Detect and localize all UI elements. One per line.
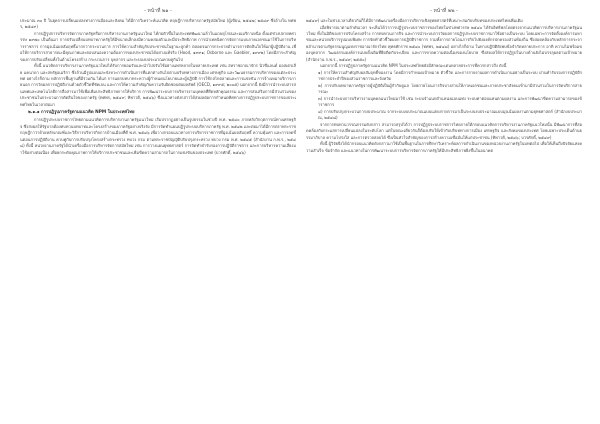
list-item: ๓) การนำระบบการบริหารงานบุคคลแนวใหม่มาใช้ เช่น ระบบจำแนกตำแหน่งแบบแท่ง ระบบค่าตอบแทนตามผลงาน และการพัฒนาขีดความสามารถของข้าราชการ: [318, 95, 582, 108]
list-item: ๔) การปรับปรุงกระบวนการงบประมาณ จากระบบงบประมาณแบบแสดงรายการมาเป็นระบบงบประมาณแบบมุ่งเน้นผลงานตามยุทธศาสตร์ (สำนักงบประมาณ, ๒๕๔๘): [318, 108, 582, 121]
page-body: [20, 18, 296, 156]
paragraph: ประมาณ ๓๐ ปี ในยุคการเปลี่ยนแปลงทางการเมืองและสังคม ได้มีการวิเคราะห์แนวคิด ทฤษฎีการบริหารภาครัฐสมัยใหม่ (ผู้เขียน, ๒๕๔๗; ๒๕๔๙ ซึ่งอ้างใน ทศพร, ๒๕๔๙): [20, 18, 296, 30]
page-number: - หน้าที่ ๒๑ -: [144, 8, 172, 14]
paragraph: จากการทบทวนวรรณกรรมดังกล่าว สามารถสรุปได้ว่า การปฏิรูประบบราชการไทยภายใต้กรอบแนวคิดการบริหารงานภาครัฐแนวใหม่นั้น มีพัฒนาการที่สอดคล้องกับกระแสการเปลี่ยนแปลงในระดับโลก แต่ในขณะเดียวกันก็ต้องปรับให้เข้ากับบริบททางการเมือง เศรษฐกิจ และสังคมของประเทศ โดยเฉพาะประเด็นด้านธรรมาภิบาล ความโปร่งใส และการตรวจสอบได้ ซึ่งเป็นหัวใจสำคัญของการสร้างความเชื่อมั่นให้แก่ประชาชน (ทิพาวดี, ๒๕๔๖; บวรศักดิ์, ๒๕๔๙): [306, 121, 582, 140]
paragraph: เมื่อพิจารณาตามลำดับเวลา จะเห็นได้ว่าการปฏิรูประบบราชการของไทยในช่วงทศวรรษ ๒๕๔๐ ได้รับอิทธิพลโดยตรงจากแนวคิดการบริหารงานภาครัฐแนวใหม่ ทั้งในมิติของการปรับโครงสร้าง การทบทวนภารกิจ และการนำระบบการวัดผลการปฏิรูประบบราชการมาใช้อย่างเป็นระบบ โดยเฉพาะการจัดตั้งองค์การมหาชนและหน่วยบริการรูปแบบพิเศษ การจัดทำตัวชี้วัดผลการปฏิบัติราชการ รวมทั้งการถ่ายโอนภารกิจไปยังองค์กรปกครองส่วนท้องถิ่น ซึ่งสอดคล้องกับหลักการกระจายอำนาจตามรัฐธรรมนูญแห่งราชอาณาจักรไทย พุทธศักราช ๒๕๔๐ (ทศพร, ๒๕๔๘) อย่างไรก็ตาม ในทางปฏิบัติยังพบข้อจำกัดหลายประการ อาทิ ความไม่พร้อมของบุคลากร วัฒนธรรมองค์การแบบดั้งเดิมที่ยึดติดกับระเบียบ และการขาดความต่อเนื่องของนโยบาย ซึ่งส่งผลให้การปฏิรูปในบางด้านยังไม่บรรลุผลตามเป้าหมาย (สำนักงาน ก.พ.ร., ๒๕๔๙; ๒๕๕๐): [306, 24, 582, 62]
paragraph: ทั้งนี้ แนวคิดการบริหารงานภาครัฐแนวใหม่ได้รับการยอมรับและนำไปปรับใช้อย่างแพร่หลายในหลายประเทศ เช่น สหราชอาณาจักร นิวซีแลนด์ ออสเตรเลีย แคนาดา และสหรัฐอเมริกา ซึ่งล้วนมีรูปแบบและจังหวะการดำเนินการที่แตกต่างกันไปตามบริบททางการเมือง เศรษฐกิจ และวัฒนธรรมการบริหารของแต่ละประเทศ อย่างไรก็ตาม หลักการพื้นฐานที่มีร่วมกัน ได้แก่ การแยกบทบาทระหว่างผู้กำหนดนโยบายและผู้ปฏิบัติ การใช้กลไกตลาดและการแข่งขัน การจ้างเหมาบริการภายนอก การวัดผลการปฏิบัติงานด้วยตัวชี้วัดที่ชัดเจน และการให้ความสำคัญกับความรับผิดชอบต่อผลลัพธ์ (OECD, ๑๙๙๕; ๒๐๐๕) นอกจากนี้ ยังมีการนำระบบสารสนเทศและเทคโนโลยีการสื่อสารมาใช้เพื่อเพิ่มประสิทธิภาพการให้บริการ การพัฒนาระบบการบริหารงานบุคคลที่ยึดหลักคุณธรรม และการส่งเสริมการมีส่วนร่วมของประชาชนในกระบวนการตัดสินใจของภาครัฐ (ทศพร, ๒๕๔๙; ทิพาวดี, ๒๕๔๖) ซึ่งแนวทางดังกล่าวได้ส่งผลต่อการกำหนดทิศทางการปฏิรูประบบราชการของประเทศไทยในเวลาต่อมา: [20, 63, 296, 107]
left-page: [20, 0, 296, 424]
list-item: ๒) การปรับบทบาทภาครัฐจากผู้ปฏิบัติเป็นผู้กำกับดูแล โดยถ่ายโอนภารกิจบางส่วนให้ภาคเอกชนและภาคประชาสังคมเข้ามามีส่วนร่วมในการจัดบริการสาธารณะ: [318, 82, 582, 95]
paragraph: การปฏิรูประบบราชการไทยตามแนวคิดการบริหารงานภาครัฐแนวใหม่ เริ่มปรากฏอย่างเป็นรูปธรรมในช่วงปี พ.ศ. ๒๕๔๐ ภายหลังวิกฤตการณ์ทางเศรษฐกิจ ซึ่งส่งผลให้รัฐบาลต้องทบทวนบทบาทและโครงสร้างของภาครัฐอย่างจริงจัง มีการจัดทำแผนปฏิรูประบบบริหารภาครัฐ พ.ศ. ๒๕๔๒ และต่อมาได้มีการตราพระราชกฤษฎีกาว่าด้วยหลักเกณฑ์และวิธีการบริหารกิจการบ้านเมืองที่ดี พ.ศ. ๒๕๔๖ เพื่อวางกรอบแนวทางการบริหารราชการที่มุ่งเน้นผลสัมฤทธิ์ ความคุ้มค่า และการลดขั้นตอนการปฏิบัติงาน ควบคู่กับการปรับปรุงโครงสร้างกระทรวง ทบวง กรม ตามพระราชบัญญัติปรับปรุงกระทรวง ทบวง กรม พ.ศ. ๒๕๔๕ (สำนักงาน ก.พ.ร., ๒๕๔๘) ทั้งนี้ หน่วยงานภาครัฐได้นำเครื่องมือการบริหารจัดการสมัยใหม่ เช่น การวางแผนยุทธศาสตร์ การจัดทำคำรับรองการปฏิบัติราชการ และการบริหารความเสี่ยงมาใช้อย่างต่อเนื่อง เพื่อยกระดับคุณภาพการให้บริการประชาชนและเพิ่มขีดความสามารถในการแข่งขันของประเทศ (บวรศักดิ์, ๒๕๔๖): [20, 117, 296, 155]
page-number: - หน้าที่ ๒๒ -: [430, 8, 458, 14]
paragraph: นอกจากนี้ การปฏิรูปภาครัฐตามแนวคิด NPM ในประเทศไทยยังมีลักษณะเด่นหลายประการที่ควรกล่าวถึง ดังนี้: [320, 63, 507, 69]
page-body: [306, 18, 582, 154]
list-item: ๑) การให้ความสำคัญกับผลสัมฤทธิ์ของงาน โดยมีการกำหนดเป้าหมาย ตัวชี้วัด และการรายงานผลการดำเนินงานอย่างเป็นระบบ ผ่านคำรับรองการปฏิบัติราชการประจำปีของส่วนราชการและจังหวัด: [318, 69, 582, 82]
paragraph: ๒๕๔๙) และในช่วงเวลาเดียวกันก็ได้มีการพัฒนาเครื่องมือการบริหารเชิงยุทธศาสตร์ที่เหมาะสมกับบริบทของประเทศไทยเพิ่มเติม: [306, 18, 523, 23]
section-heading: ๒.๑.๑ การปฏิรูปภาครัฐตามแนวคิด NPM ในประเทศไทย: [28, 109, 135, 115]
right-page: [306, 0, 582, 424]
paragraph: การปฏิรูปการบริหารจัดการภาครัฐหรือการบริหารงานภาครัฐแนวใหม่ ได้ก่อตัวขึ้นในประเทศพัฒนาแล้วในแถบยุโรปและอเมริกาเหนือ ตั้งแต่ช่วงปลายทศวรรษ ๑๙๗๐ เป็นต้นมา การปรับเปลี่ยนบทบาทภาครัฐให้มีขนาดเล็กลงมีความคล่องตัวและมีประสิทธิภาพ การนำเทคนิคการจัดการแบบภาคเอกชนมาใช้ในการบริหารราชการ การมุ่งเน้นผลสัมฤทธิ์มากกว่ากระบวนการ การให้ความสำคัญกับประชาชนในฐานะลูกค้า ตลอดจนการกระจายอำนาจการตัดสินใจให้แก่ผู้ปฏิบัติงาน เพื่อให้การบริการสาธารณะมีคุณภาพและตอบสนองความต้องการของประชาชนได้อย่างแท้จริง (Hood, ๑๙๙๑; Osborne และ Gaebler, ๑๙๙๒) โดยมีสาระสำคัญของการปรับเปลี่ยนทั้งในด้านโครงสร้าง กระบวนการ บุคลากร และระบบงบประมาณควบคู่กันไป: [20, 31, 296, 62]
paragraph: ทั้งนี้ ผู้วิจัยจึงได้นำกรอบแนวคิดดังกล่าวมาใช้เป็นพื้นฐานในการศึกษาวิเคราะห์ผลการดำเนินงานของหน่วยงานภาครัฐในบทต่อไป เพื่อให้เห็นถึงปัจจัยแห่งความสำเร็จ ข้อจำกัด และแนวทางในการพัฒนาระบบการบริหารจัดการภาครัฐให้มีประสิทธิภาพยิ่งขึ้นในอนาคต: [306, 141, 582, 153]
